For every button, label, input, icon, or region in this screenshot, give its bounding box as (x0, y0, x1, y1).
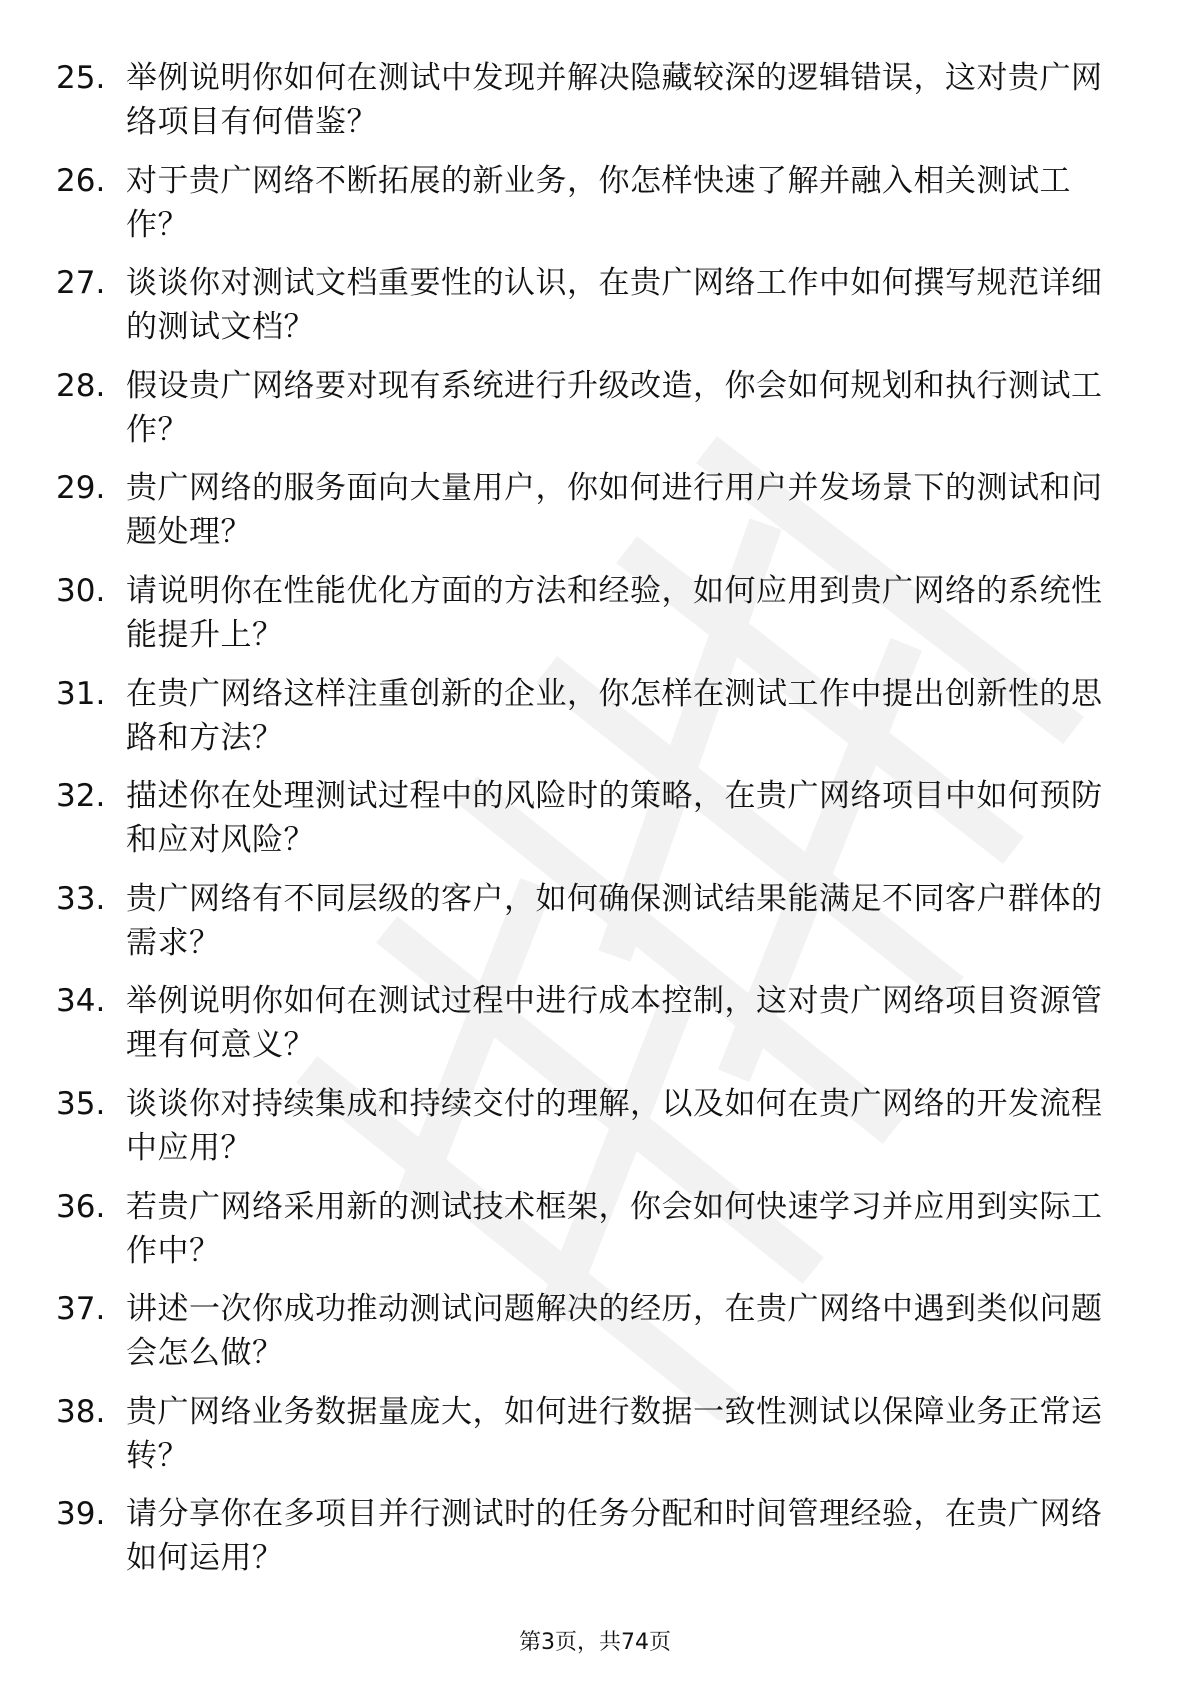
question-text: 在贵广网络这样注重创新的企业，你怎样在测试工作中提出创新性的思路和方法？ (126, 675, 1103, 756)
question-text: 举例说明你如何在测试中发现并解决隐藏较深的逻辑错误，这对贵广网络项目有何借鉴？ (126, 60, 1103, 140)
list-item (0, 975, 1190, 1078)
list-item (0, 462, 1190, 565)
question-number: 27. (56, 265, 106, 302)
question-number: 29. (56, 470, 106, 507)
question-text: 描述你在处理测试过程中的风险时的策略，在贵广网络项目中如何预防和应对风险？ (126, 778, 1103, 859)
list-item (0, 1078, 1190, 1181)
list-item (0, 565, 1190, 668)
question-number: 28. (56, 367, 106, 404)
question-text: 谈谈你对测试文档重要性的认识，在贵广网络工作中如何撰写规范详细的测试文档？ (126, 265, 1103, 346)
list-item (0, 155, 1190, 258)
question-number: 36. (56, 1188, 106, 1225)
question-number: 33. (56, 880, 106, 917)
page-footer: 第3页，共74页 (519, 1630, 671, 1655)
list-item (0, 873, 1190, 976)
list-item (0, 668, 1190, 771)
list-item (0, 1386, 1190, 1489)
list-item (0, 770, 1190, 873)
question-number: 37. (56, 1291, 106, 1328)
list-item (0, 360, 1190, 463)
question-text: 请分享你在多项目并行测试时的任务分配和时间管理经验，在贵广网络如何运用？ (126, 1496, 1103, 1577)
question-text: 谈谈你对持续集成和持续交付的理解，以及如何在贵广网络的开发流程中应用？ (126, 1085, 1103, 1166)
question-number: 35. (56, 1085, 106, 1122)
question-text: 假设贵广网络要对现有系统进行升级改造，你会如何规划和执行测试工作？ (126, 367, 1103, 448)
question-number: 39. (56, 1496, 106, 1533)
list-item (0, 52, 1190, 155)
question-number: 26. (56, 162, 106, 199)
question-number: 38. (56, 1393, 106, 1430)
question-number: 34. (56, 983, 106, 1020)
question-text: 举例说明你如何在测试过程中进行成本控制，这对贵广网络项目资源管理有何意义？ (126, 983, 1103, 1064)
question-text: 贵广网络业务数据量庞大，如何进行数据一致性测试以保障业务正常运转？ (126, 1393, 1103, 1474)
question-text: 若贵广网络采用新的测试技术框架，你会如何快速学习并应用到实际工作中？ (126, 1188, 1103, 1269)
question-number: 32. (56, 778, 106, 815)
question-text: 讲述一次你成功推动测试问题解决的经历，在贵广网络中遇到类似问题会怎么做？ (126, 1291, 1103, 1372)
question-number: 31. (56, 675, 106, 712)
list-item (0, 1283, 1190, 1386)
question-text: 对于贵广网络不断拓展的新业务，你怎样快速了解并融入相关测试工作？ (126, 162, 1071, 243)
question-text: 请说明你在性能优化方面的方法和经验，如何应用到贵广网络的系统性能提升上？ (126, 572, 1103, 653)
question-text: 贵广网络的服务面向大量用户，你如何进行用户并发场景下的测试和问题处理？ (126, 470, 1103, 551)
list-item (0, 257, 1190, 360)
question-number: 25. (56, 60, 106, 96)
question-text: 贵广网络有不同层级的客户，如何确保测试结果能满足不同客户群体的需求？ (126, 880, 1103, 961)
list-item (0, 1181, 1190, 1284)
list-item (0, 1488, 1190, 1591)
question-list (0, 52, 1190, 1591)
question-number: 30. (56, 572, 106, 609)
